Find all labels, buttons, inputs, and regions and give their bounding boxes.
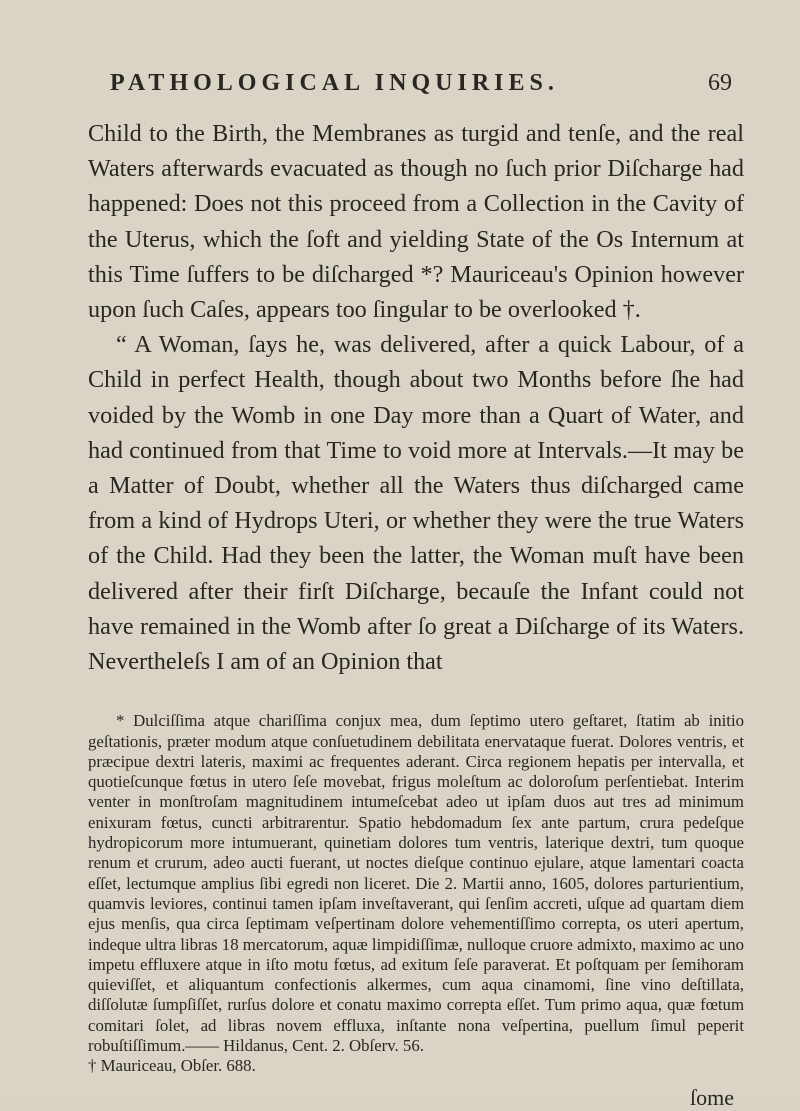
footnote-dagger: † Mauriceau, Obſer. 688.: [88, 1056, 256, 1076]
footnote-star: * Dulciſſima atque chariſſima conjux mea, dum ſeptimo utero geſtaret, ſtatim ab initio geſtationis, præter modum atque conſuetudinem debilitata enervataque fuerat. Dolores ventris, et præcipue dextri lateris, maximi ac frequentes aderant. Circa regionem hepatis per intervalla, et quotieſcunque fœtus in utero ſeſe movebat, frigus moleſtum ac doloroſum perſentiebat. Interim venter in monſtroſam magnitudinem intumeſcebat adeo ut ipſam duos aut tres ad minimum enixuram fœtus, cuncti arbitrarentur. Spatio hebdomadum ſex ante partum, crura pedeſque hydropicorum more intumuerant, quinetiam dolores tum ventris, laterique dextri, tum quoque renum et crurum, adeo aucti fuerant, ut noctes dieſque continuo ejulare, atque lamentari coacta eſſet, lectumque amplius ſibi egredi non liceret. Die 2. Martii anno, 1605, dolores parturientium, quamvis leviores, continui tamen ipſam inveſtaverant, qui ſenſim accreti, uſque ad quartam diem ejus menſis, qua circa ſeptimam veſpertinam dolore vehementiſſimo correpta, os uteri apertum, indeque ultra libras 18 mercatorum, aquæ limpidiſſimæ, nulloque cruore admixto, maximo ac uno impetu effluxere atque in iſto motu fœtus, ad exitum ſeſe paraverat. Et poſtquam per ſemihoram quieviſſet, et aliquantum confectionis alkermes, cum aqua cinamomi, ſine vino deſtillata, diſſolutæ ſumpſiſſet, rurſus dolore et conatu maximo correpta eſſet. Tum primo aqua, quæ fœtum comitari ſolet, ad libras novem effluxa, inſtante nona veſpertina, puellum ſimul peperit robuſtiſſimum.—— Hildanus, Cent. 2. Obſerv. 56.: [88, 711, 744, 1055]
page-number: 69: [708, 70, 732, 96]
page-header: [88, 70, 744, 110]
body-paragraph-2: “ A Woman, ſays he, was delivered, after a quick Labour, of a Child in perfect Health, though about two Months before ſhe had voided by the Womb in one Day more than a Quart of Water, and had continued from that Time to void more at Intervals.—It may be a Matter of Doubt, whether all the Waters thus diſcharged came from a kind of Hydrops Uteri, or whether they were the true Waters of the Child. Had they been the latter, the Woman muſt have been delivered after their firſt Diſcharge, becauſe the Infant could not have remained in the Womb after ſo great a Diſcharge of its Waters. Nevertheleſs I am of an Opinion that: [88, 331, 744, 676]
body-paragraph-1: Child to the Birth, the Membranes as turgid and tenſe, and the real Waters afterwards evacuated as though no ſuch prior Diſcharge had happened: Does not this proceed from a Collection in the Cavity of the Uterus, which the ſoft and yielding State of the Os Internum at this Time ſuffers to be diſcharged *? Mauriceau's Opinion however upon ſuch Caſes, appears too ſingular to be overlooked †.: [88, 120, 744, 324]
running-head: PATHOLOGICAL INQUIRIES.: [110, 70, 559, 96]
catchword: ſome: [690, 1084, 734, 1110]
main-text: [88, 116, 744, 679]
footnotes: [88, 711, 744, 1076]
